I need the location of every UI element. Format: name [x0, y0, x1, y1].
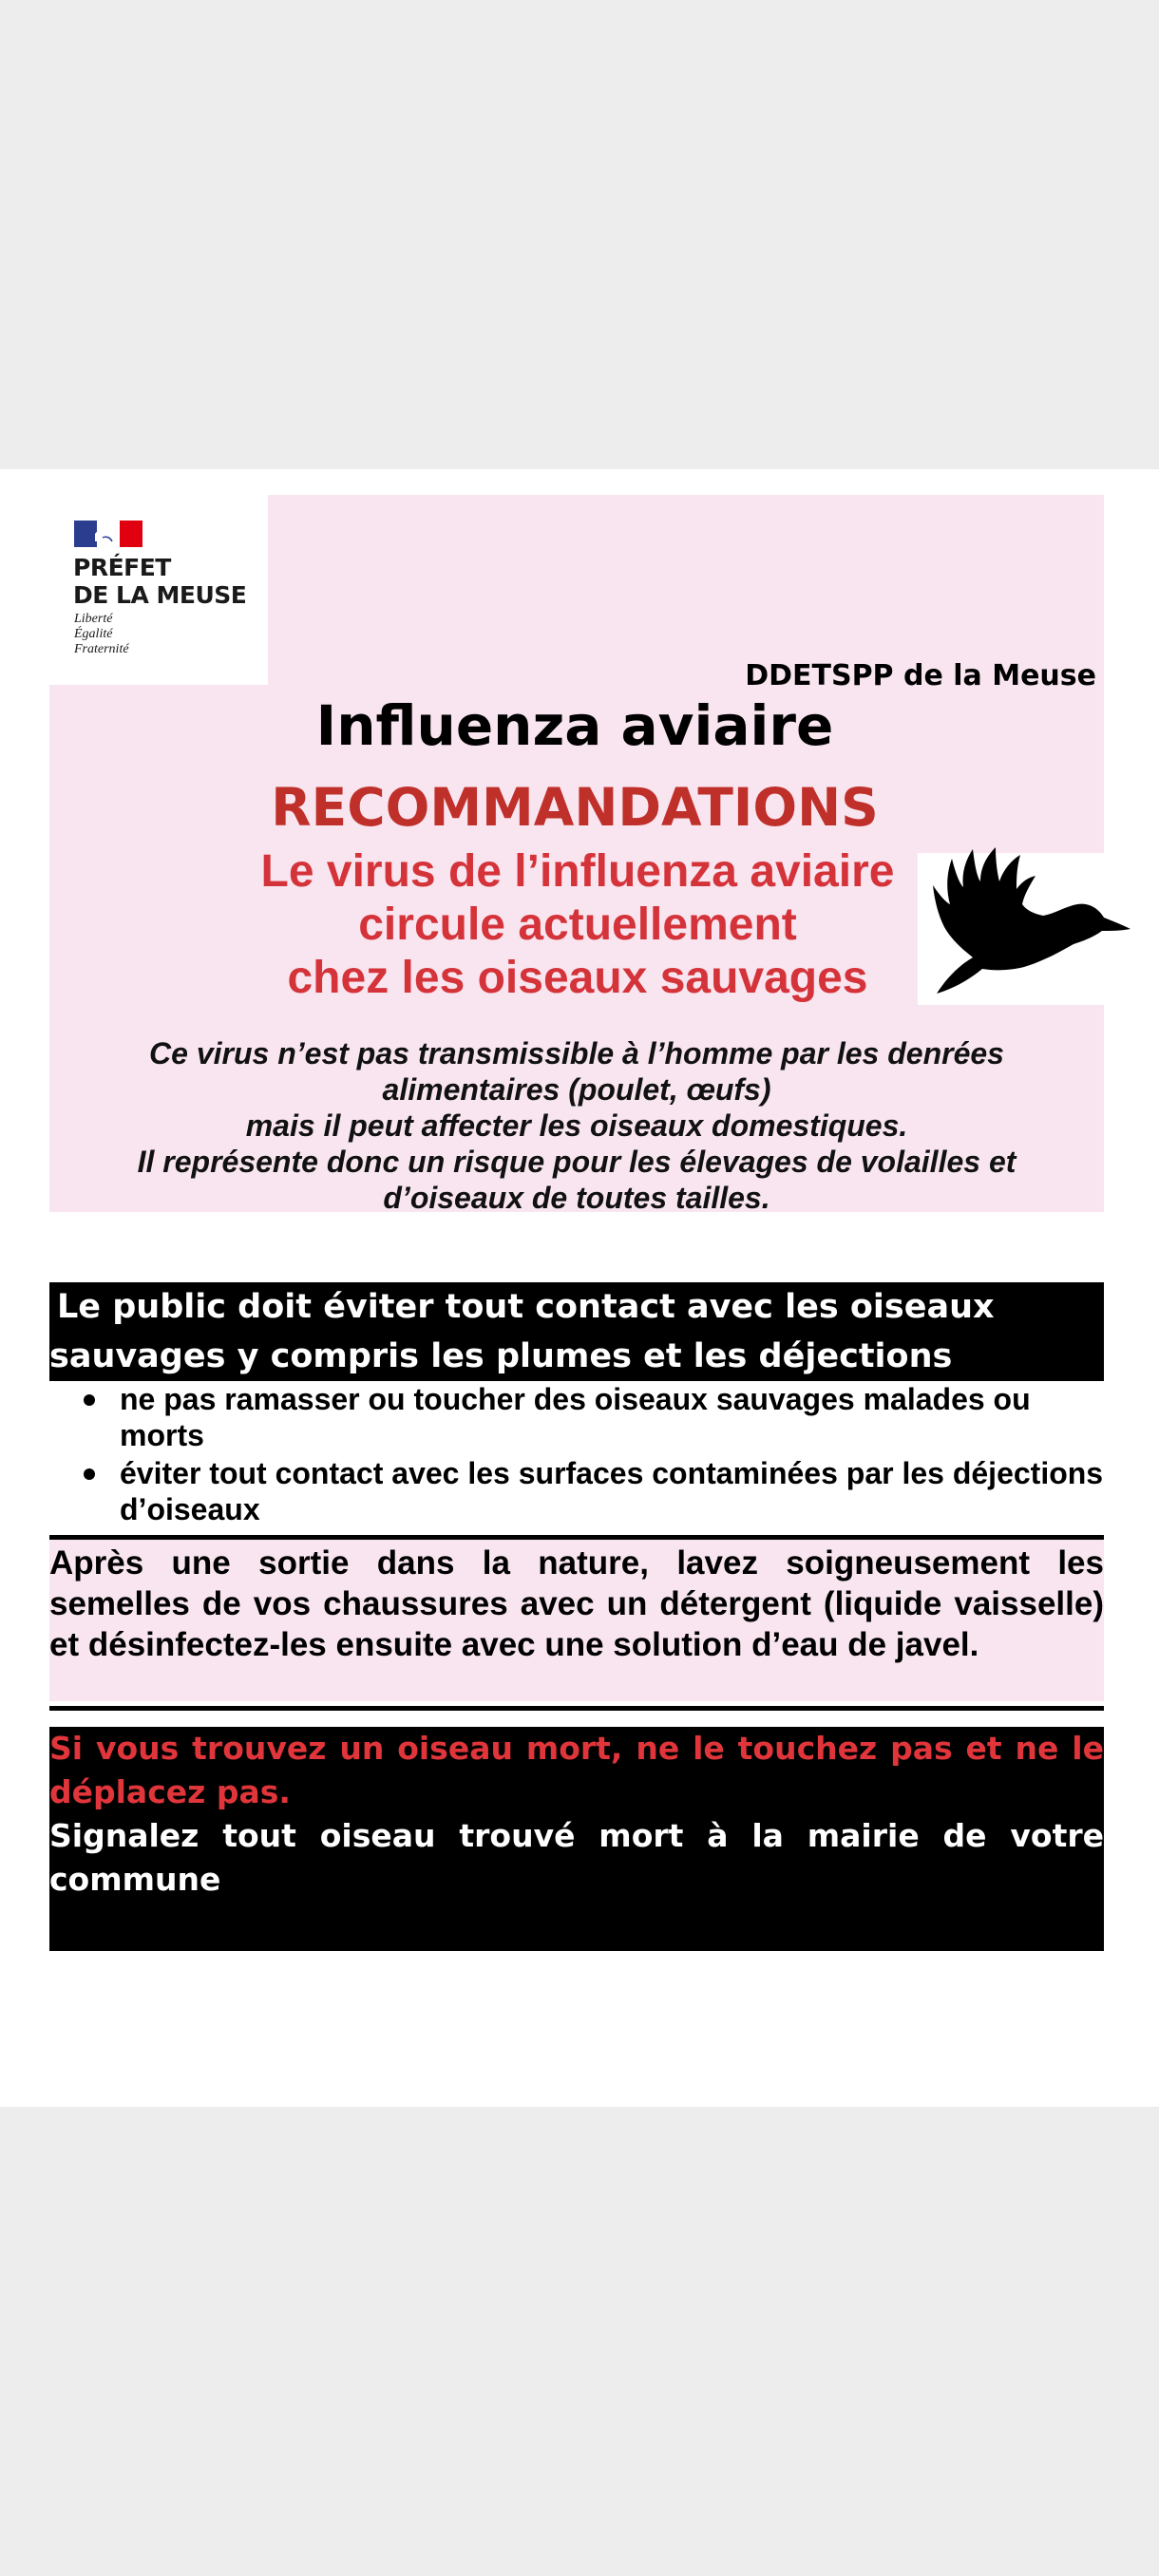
- list-item: [49, 1381, 1104, 1453]
- prefet-name: [73, 554, 263, 609]
- flying-duck-silhouette-icon: [918, 845, 1130, 1007]
- info-line-1: Ce virus n’est pas transmissible à l’homme par les denrées: [149, 1036, 1004, 1070]
- info-line-4: Il représente donc un risque pour les élevages de volailles et: [137, 1145, 1016, 1179]
- motto-line-3: Fraternité: [74, 642, 129, 656]
- advice-list: [49, 1381, 1104, 1529]
- page-subtitle: RECOMMANDATIONS: [271, 777, 879, 838]
- bullet-icon: [84, 1394, 95, 1406]
- republic-motto: [74, 612, 129, 657]
- info-line-2: alimentaires (poulet, œufs): [382, 1072, 771, 1107]
- prefet-line-1: PRÉFET: [73, 554, 171, 581]
- poster: [0, 469, 1159, 2107]
- public-banner-line-2: sauvages y compris les plumes et les déjections: [49, 1337, 953, 1375]
- virus-info: [49, 1035, 1104, 1216]
- alert-line-1: Le virus de l’influenza aviaire: [260, 846, 895, 897]
- list-item: [49, 1455, 1104, 1527]
- dead-bird-warning: Si vous trouvez un oiseau mort, ne le touchez pas et ne le déplacez pas.: [49, 1730, 1104, 1810]
- prefet-logo: [49, 495, 268, 685]
- prefet-line-2: DE LA MEUSE: [73, 581, 247, 609]
- alert-line-2: circule actuellement: [358, 900, 797, 950]
- virus-alert: [226, 845, 929, 1005]
- organization-name: DDETSPP de la Meuse: [745, 659, 1096, 692]
- bullet-icon: [84, 1468, 95, 1480]
- advice-text-1: ne pas ramasser ou toucher des oiseaux sauvages malades ou morts: [120, 1382, 1031, 1452]
- alert-line-3: chez les oiseaux sauvages: [287, 953, 868, 1003]
- info-line-3: mais il peut affecter les oiseaux domestiques.: [245, 1108, 908, 1143]
- info-line-5: d’oiseaux de toutes tailles.: [383, 1181, 770, 1215]
- public-banner-line-1: Le public doit éviter tout contact avec les oiseaux: [57, 1288, 995, 1326]
- page-title: Influenza aviaire: [315, 693, 834, 758]
- motto-line-1: Liberté: [74, 612, 113, 626]
- advice-text-2: éviter tout contact avec les surfaces contaminées par les déjections d’oiseaux: [120, 1456, 1104, 1526]
- dead-bird-report: Signalez tout oiseau trouvé mort à la mairie de votre commune: [49, 1817, 1104, 1898]
- dead-bird-banner: [49, 1727, 1104, 1951]
- motto-line-2: Égalité: [74, 627, 113, 641]
- marianne-flag-icon: [74, 521, 142, 547]
- divider: [49, 1706, 1104, 1711]
- after-outing-text: Après une sortie dans la nature, lavez soigneusement les semelles de vos chaussures avec un détergent (liquide vaisselle) et désinfectez-les ensuite avec une solution d’eau de javel.: [49, 1544, 1104, 1663]
- public-warning-banner: [49, 1282, 1104, 1381]
